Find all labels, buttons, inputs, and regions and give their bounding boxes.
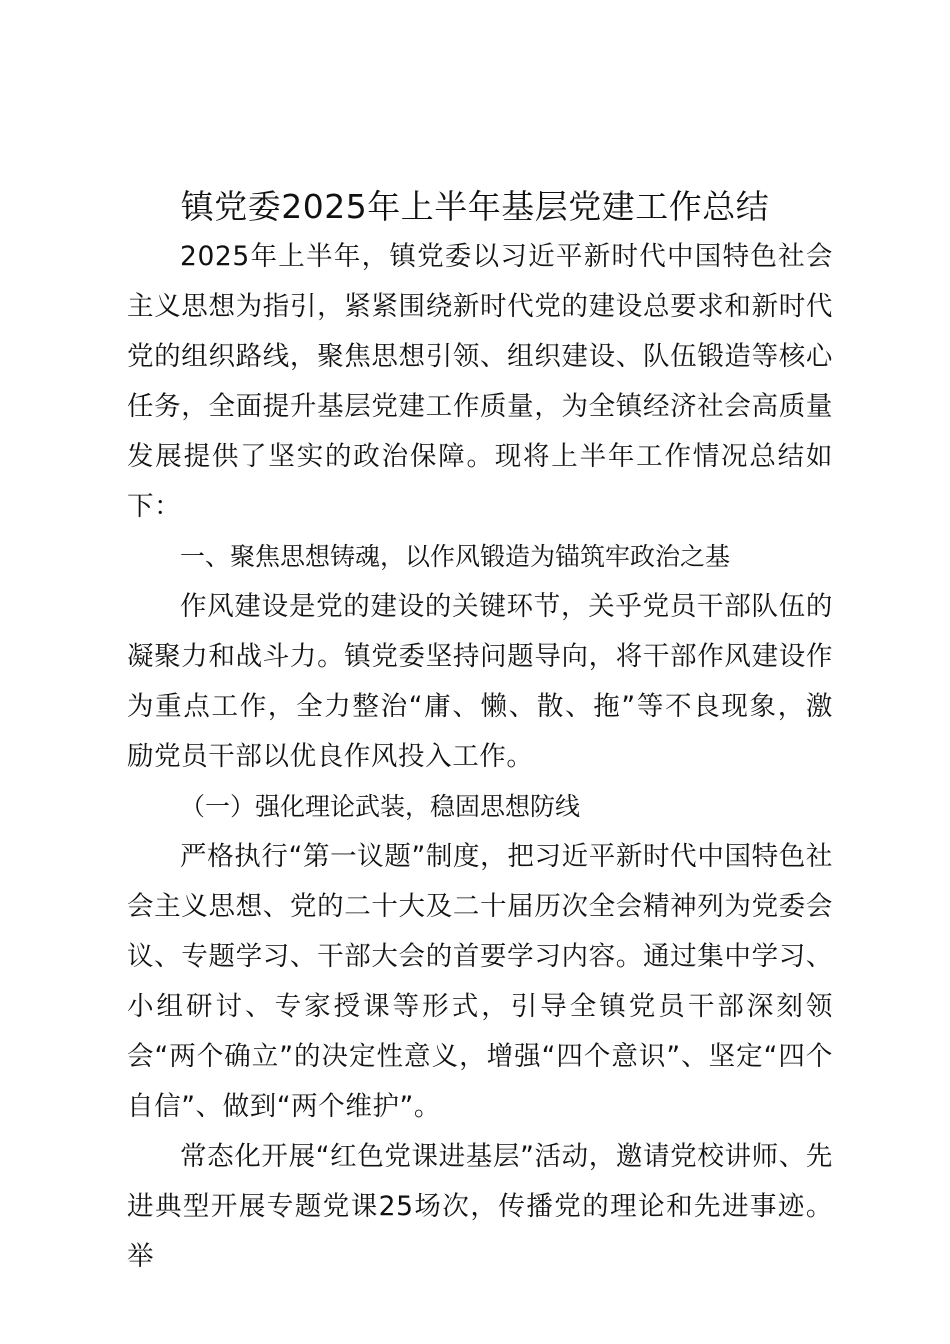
subsection-1-paragraph-2: 常态化开展“红色党课进基层”活动，邀请党校讲师、先进典型开展专题党课25场次，传播党的理论和先进事迹。举 — [127, 1141, 833, 1272]
document-title: 镇党委2025年上半年基层党建工作总结 — [180, 187, 770, 226]
section-1-paragraph: 作风建设是党的建设的关键环节，关乎党员干部队伍的凝聚力和战斗力。镇党委坚持问题导向，将干部作风建设作为重点工作，全力整治“庸、懒、散、拖”等不良现象，激励党员干部以优良作风投入工作。 — [127, 591, 833, 772]
section-1-heading: 一、聚焦思想铸魂，以作风锻造为锚筑牢政治之基 — [180, 542, 731, 571]
subsection-1-paragraph-1: 严格执行“第一议题”制度，把习近平新时代中国特色社会主义思想、党的二十大及二十届历次全会精神列为党委会议、专题学习、干部大会的首要学习内容。通过集中学习、小组研讨、专家授课等形式，引导全镇党员干部深刻领会“两个确立”的决定性意义，增强“四个意识”、坚定“四个自信”、做到“两个维护”。 — [127, 841, 833, 1122]
intro-paragraph: 2025年上半年，镇党委以习近平新时代中国特色社会主义思想为指引，紧紧围绕新时代党的建设总要求和新时代党的组织路线，聚焦思想引领、组织建设、队伍锻造等核心任务，全面提升基层党建工作质量，为全镇经济社会高质量发展提供了坚实的政治保障。现将上半年工作情况总结如下： — [127, 241, 833, 522]
document-body — [127, 232, 833, 1282]
subsection-1-heading: （一）强化理论武装，稳固思想防线 — [180, 792, 581, 821]
